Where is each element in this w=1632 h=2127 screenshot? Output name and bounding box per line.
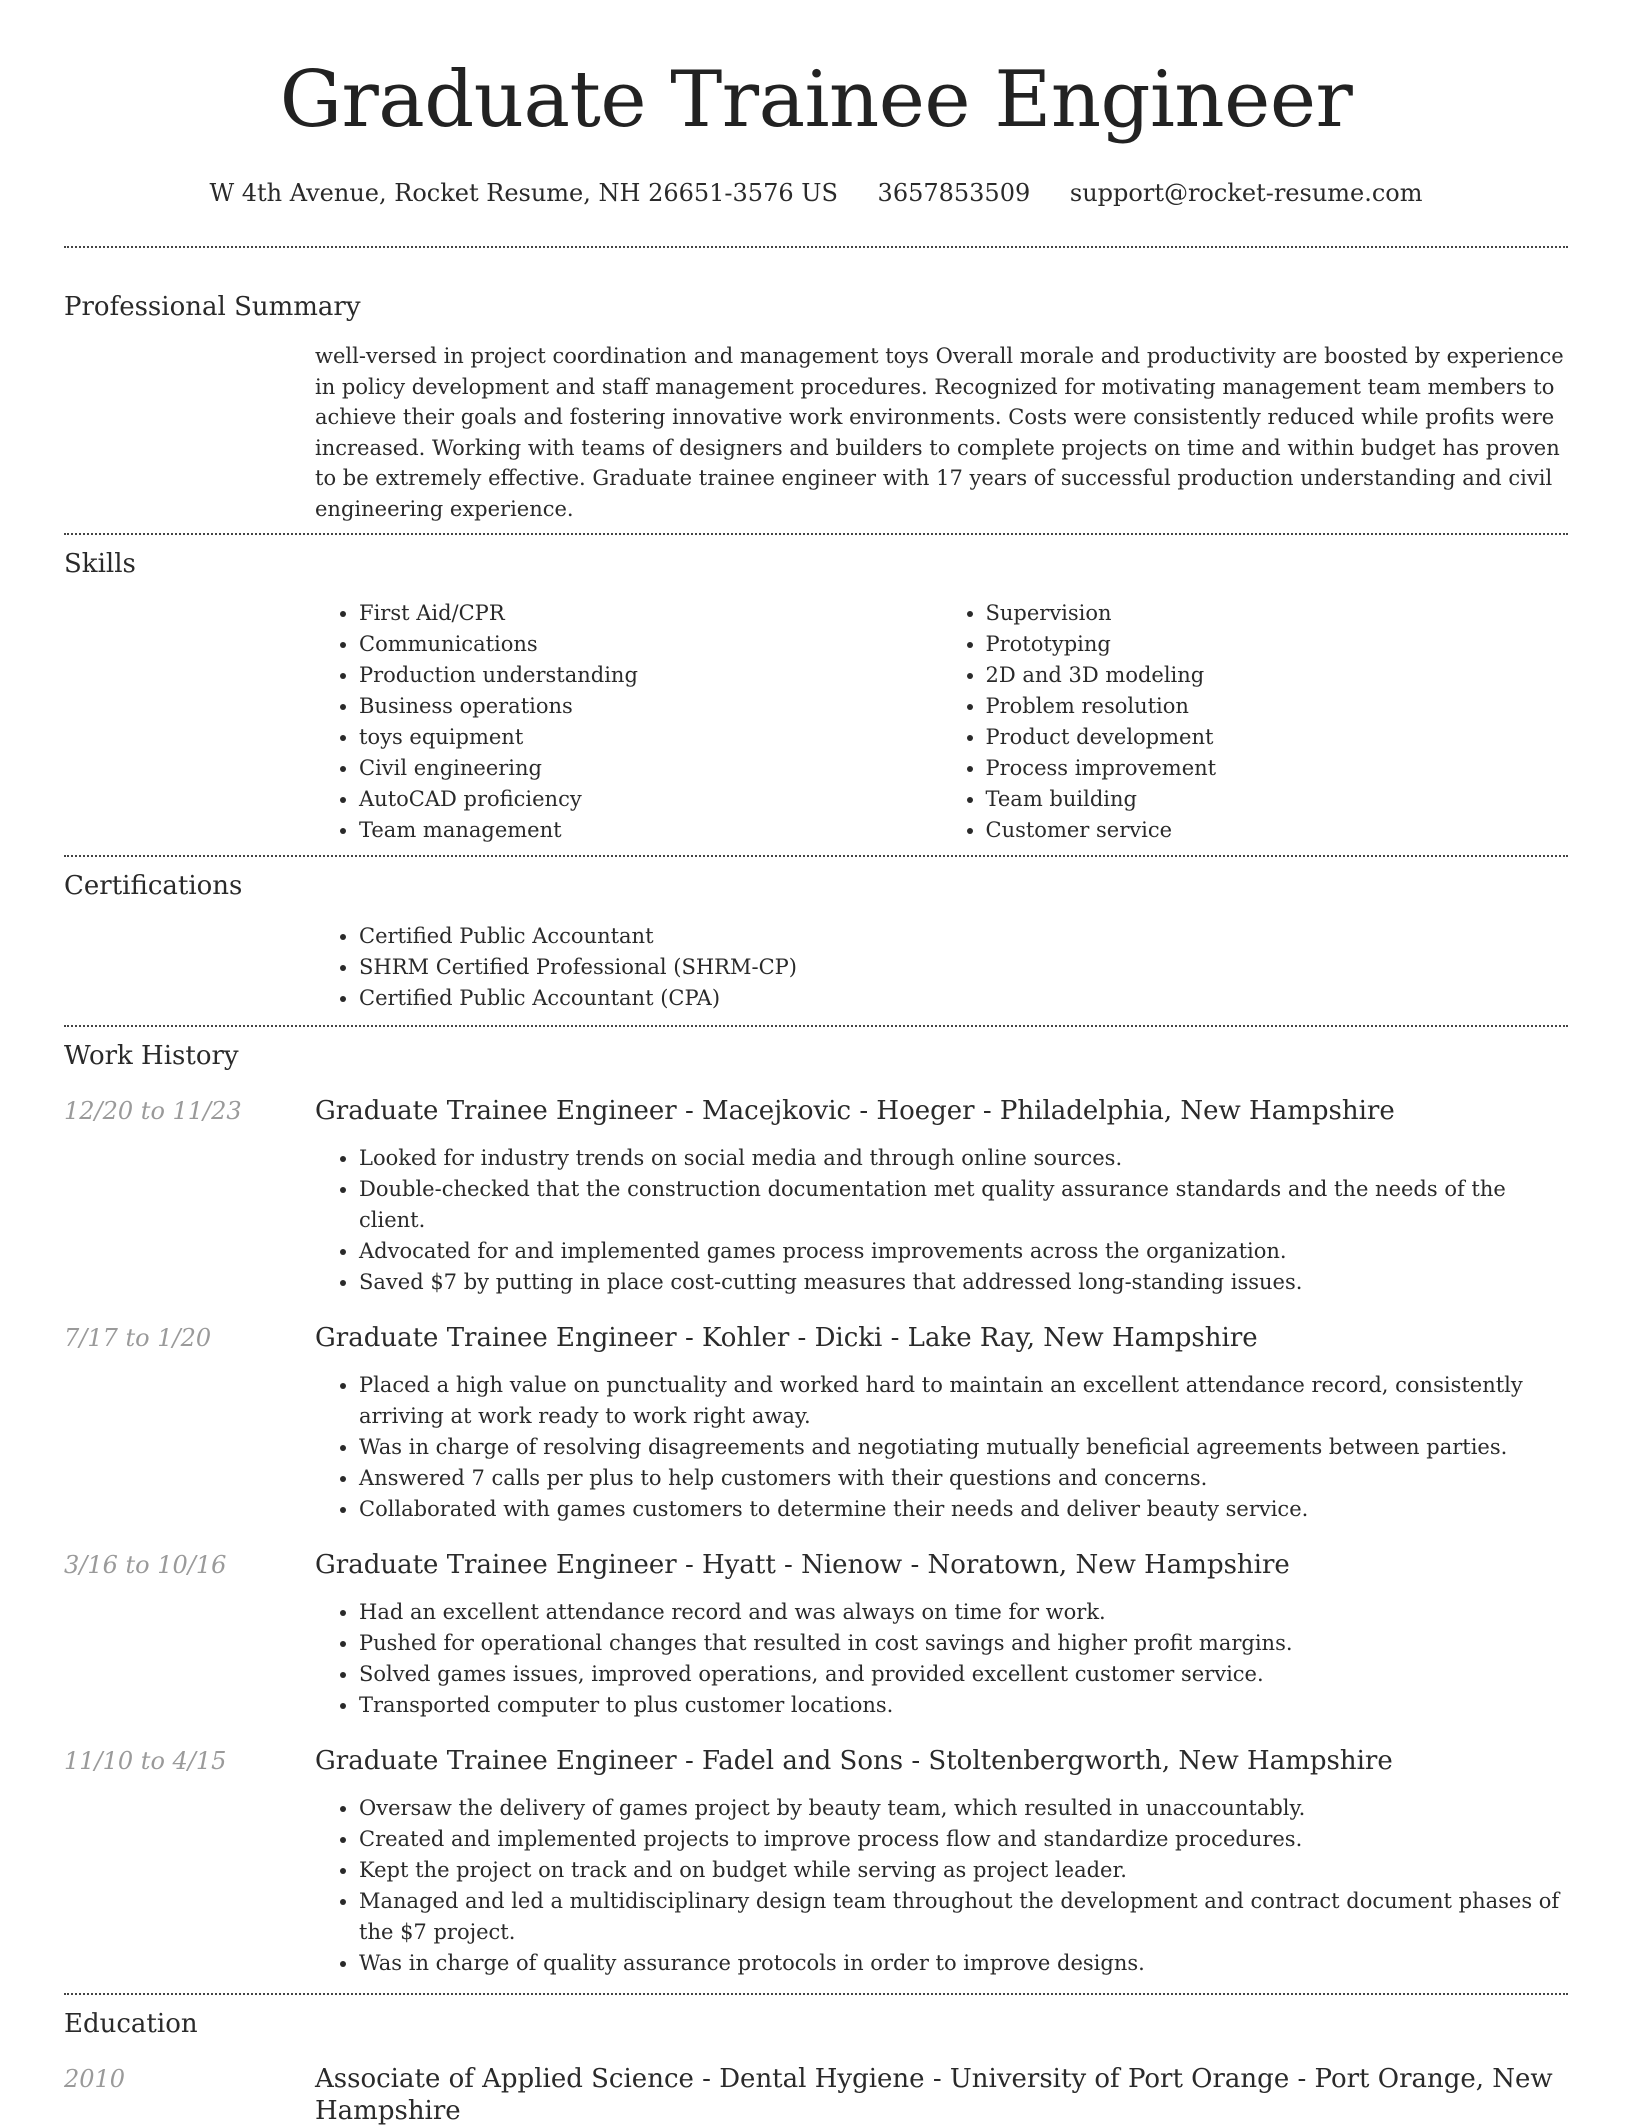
resume-header	[64, 0, 1568, 208]
job-bullet: • Transported computer to plus customer locations.	[359, 1690, 1568, 1721]
certification-item: • Certified Public Accountant	[359, 921, 1568, 952]
address: W 4th Avenue, Rocket Resume, NH 26651-3576 US	[209, 179, 838, 207]
certifications-list	[315, 921, 1568, 1014]
job-title: Graduate Trainee Engineer - Macejkovic - Hoeger - Philadelphia, New Hampshire	[315, 1096, 1395, 1126]
education-title: Associate of Applied Science - Dental Hygiene - University of Port Orange - Port Orange, New Hampshire	[315, 2064, 1553, 2126]
job-title: Graduate Trainee Engineer - Fadel and Sons - Stoltenbergworth, New Hampshire	[315, 1746, 1393, 1776]
skill-item: • First Aid/CPR	[359, 598, 942, 629]
job-bullet: • Placed a high value on punctuality and worked hard to maintain an excellent attendance record, consistently arriving at work ready to work right away.	[359, 1370, 1568, 1432]
job-entry	[64, 1095, 1568, 1298]
skill-item: • Business operations	[359, 691, 942, 722]
job-entry	[64, 1322, 1568, 1525]
job-bullets	[315, 1370, 1568, 1525]
job-bullets	[315, 1793, 1568, 1979]
resume-page	[64, 0, 1568, 2127]
job-dates: 3/16 to 10/16	[64, 1551, 227, 1579]
job-bullet: • Created and implemented projects to improve process flow and standardize procedures.	[359, 1824, 1568, 1855]
job-bullet: • Oversaw the delivery of games project by beauty team, which resulted in unaccountably.	[359, 1793, 1568, 1824]
skill-item: • Product development	[986, 722, 1569, 753]
skill-item: • Team building	[986, 784, 1569, 815]
job-bullet: • Was in charge of resolving disagreements and negotiating mutually beneficial agreements between parties.	[359, 1432, 1568, 1463]
summary-text: well-versed in project coordination and management toys Overall morale and productivity are boosted by experience in policy development and staff management procedures. Recognized for motivating management team members to achieve their goals and fostering innovative work environments. Costs were consistently reduced while profits were increased. Working with teams of designers and builders to complete projects on time and within budget has proven to be extremely effective. Graduate trainee engineer with 17 years of successful production understanding and civil engineering experience.	[315, 344, 1564, 521]
job-dates: 11/10 to 4/15	[64, 1747, 227, 1775]
job-bullet: • Kept the project on track and on budget while serving as project leader.	[359, 1855, 1568, 1886]
job-bullets	[315, 1597, 1568, 1721]
job-title: Graduate Trainee Engineer - Hyatt - Nienow - Noratown, New Hampshire	[315, 1550, 1290, 1580]
job-bullet: • Pushed for operational changes that resulted in cost savings and higher profit margins.	[359, 1628, 1568, 1659]
job-bullet: • Saved $7 by putting in place cost-cutting measures that addressed long-standing issues.	[359, 1267, 1568, 1298]
section-certifications	[64, 869, 1568, 1014]
job-bullet: • Solved games issues, improved operations, and provided excellent customer service.	[359, 1659, 1568, 1690]
skill-item: • Team management	[359, 815, 942, 846]
section-title-work-history: Work History	[64, 1041, 239, 1071]
education-year: 2010	[64, 2065, 126, 2093]
education-list	[64, 2063, 1568, 2127]
job-bullet: • Had an excellent attendance record and was always on time for work.	[359, 1597, 1568, 1628]
divider	[64, 246, 1568, 248]
skills-list	[315, 598, 1568, 846]
skill-item: • Civil engineering	[359, 753, 942, 784]
skill-item: • toys equipment	[359, 722, 942, 753]
job-bullet: • Was in charge of quality assurance protocols in order to improve designs.	[359, 1948, 1568, 1979]
job-bullet: • Advocated for and implemented games process improvements across the organization.	[359, 1236, 1568, 1267]
job-bullet: • Managed and led a multidisciplinary design team throughout the development and contract document phases of the $7 project.	[359, 1886, 1568, 1948]
job-bullet: • Collaborated with games customers to determine their needs and deliver beauty service.	[359, 1494, 1568, 1525]
skills-column-left	[315, 598, 942, 846]
skill-item: • Prototyping	[986, 629, 1569, 660]
skill-item: • Customer service	[986, 815, 1569, 846]
job-bullets	[315, 1143, 1568, 1298]
skills-column-right	[942, 598, 1569, 846]
job-entry	[64, 1549, 1568, 1721]
section-title-summary: Professional Summary	[64, 292, 361, 322]
jobs-list	[64, 1095, 1568, 1979]
skill-item: • AutoCAD proficiency	[359, 784, 942, 815]
certification-item: • SHRM Certified Professional (SHRM-CP)	[359, 952, 1568, 983]
skill-item: • Supervision	[986, 598, 1569, 629]
job-bullet: • Answered 7 calls per plus to help customers with their questions and concerns.	[359, 1463, 1568, 1494]
job-dates: 12/20 to 11/23	[64, 1097, 242, 1125]
skill-item: • Production understanding	[359, 660, 942, 691]
section-title-education: Education	[64, 2009, 198, 2039]
contact-line	[64, 178, 1568, 208]
section-title-certifications: Certifications	[64, 871, 243, 901]
divider	[64, 1025, 1568, 1027]
section-education	[64, 2007, 1568, 2127]
section-skills	[64, 547, 1568, 846]
divider	[64, 533, 1568, 535]
divider	[64, 1993, 1568, 1995]
certifications-bullets	[315, 921, 1568, 1014]
section-summary	[64, 290, 1568, 524]
skill-item: • Process improvement	[986, 753, 1569, 784]
skill-item: • Communications	[359, 629, 942, 660]
job-bullet: • Looked for industry trends on social media and through online sources.	[359, 1143, 1568, 1174]
skill-item: • Problem resolution	[986, 691, 1569, 722]
candidate-name: Graduate Trainee Engineer	[279, 55, 1353, 145]
phone-number: 3657853509	[877, 179, 1031, 207]
certification-item: • Certified Public Accountant (CPA)	[359, 983, 1568, 1014]
job-title: Graduate Trainee Engineer - Kohler - Dicki - Lake Ray, New Hampshire	[315, 1323, 1258, 1353]
email-address: support@rocket-resume.com	[1069, 179, 1423, 207]
divider	[64, 855, 1568, 857]
section-work-history	[64, 1039, 1568, 1979]
section-title-skills: Skills	[64, 549, 136, 579]
job-entry	[64, 1745, 1568, 1979]
education-entry	[64, 2063, 1568, 2127]
job-dates: 7/17 to 1/20	[64, 1324, 212, 1352]
skill-item: • 2D and 3D modeling	[986, 660, 1569, 691]
job-bullet: • Double-checked that the construction documentation met quality assurance standards and the needs of the client.	[359, 1174, 1568, 1236]
